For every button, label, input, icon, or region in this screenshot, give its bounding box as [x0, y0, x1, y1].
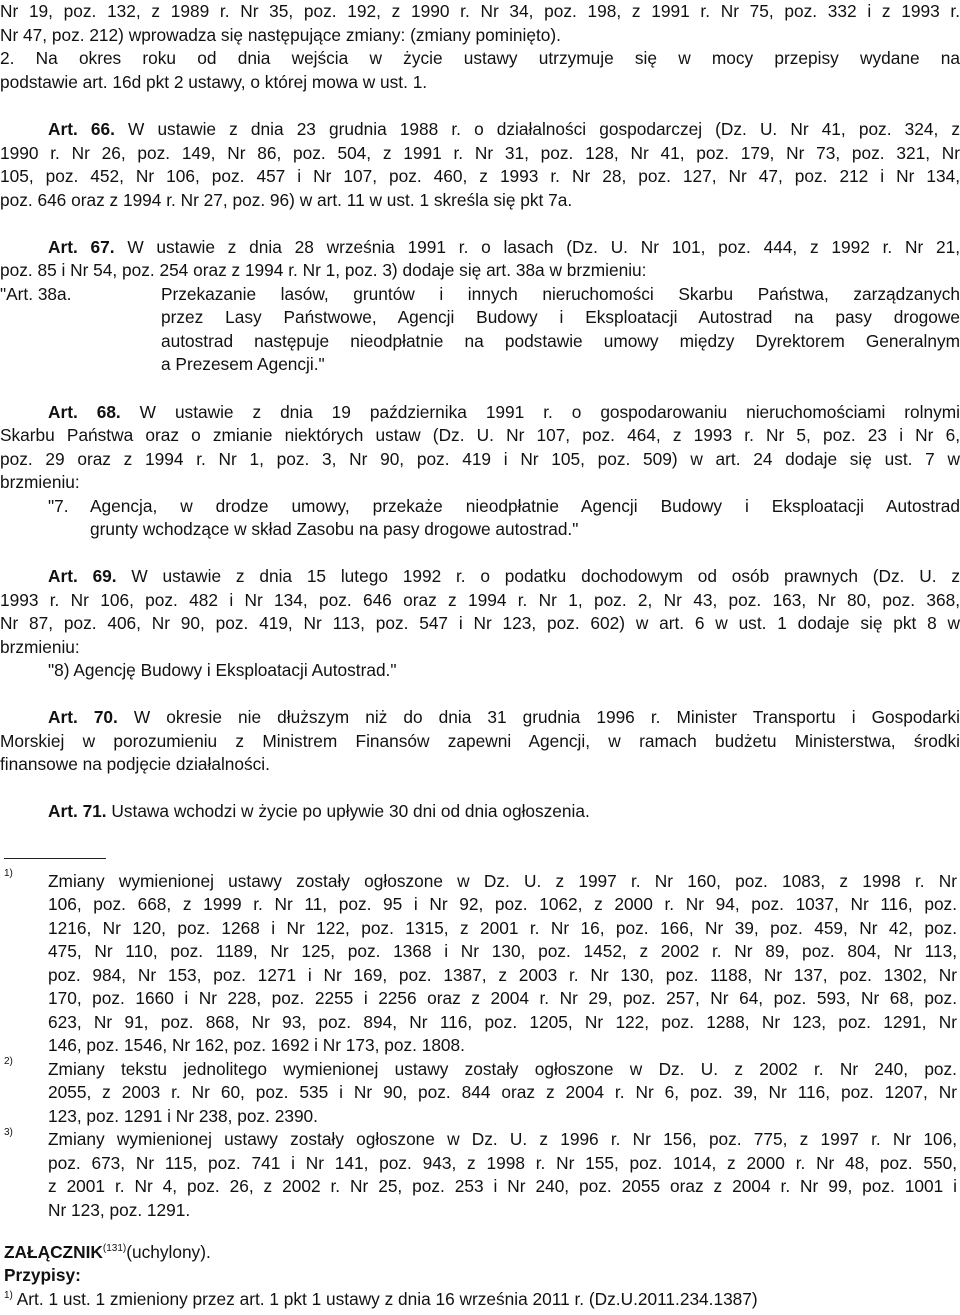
article-label: Art. 70.	[48, 707, 118, 727]
quote-line: grunty wchodzące w skład Zasobu na pasy drogowe autostrad."	[90, 519, 579, 539]
attachment-label: ZAŁĄCZNIK	[4, 1242, 103, 1262]
text-line: 105, poz. 452, Nr 106, poz. 457 i Nr 107, poz. 460, z 1993 r. Nr 28, poz. 127, Nr 47, poz. 212 i Nr 134,	[0, 166, 960, 186]
quote-line: przez Lasy Państwowe, Agencji Budowy i Eksploatacji Autostrad na pasy drogowe	[161, 307, 960, 327]
text-line: podstawie art. 16d pkt 2 ustawy, o której mowa w ust. 1.	[0, 72, 428, 92]
article-label: Art. 69.	[48, 566, 117, 586]
footnote-line: z 2001 r. Nr 4, poz. 26, z 2002 r. Nr 25, poz. 253 i Nr 240, poz. 2055 oraz z 2004 r. Nr 99, poz. 1001 i	[48, 1176, 957, 1196]
quote-label: "7.	[48, 496, 69, 516]
text-line: 1993 r. Nr 106, poz. 482 i Nr 134, poz. 646 oraz z 1994 r. Nr 1, poz. 2, Nr 43, poz. 163, Nr 80, poz. 368,	[0, 590, 960, 610]
text-line: Ustawa wchodzi w życie po upływie 30 dni od dnia ogłoszenia.	[106, 801, 590, 821]
text-line: Morskiej w porozumieniu z Ministrem Finansów zapewni Agencji, w ramach budżetu Ministerstwa, środki	[0, 731, 960, 751]
footnote-line: 106, poz. 668, z 1999 r. Nr 11, poz. 95 i Nr 92, poz. 1062, z 2000 r. Nr 94, poz. 1037, Nr 116, poz.	[48, 894, 957, 914]
article-label: Art. 66.	[48, 119, 115, 139]
footnote-number: 2)	[4, 1056, 13, 1067]
text-line: W ustawie z dnia 19 października 1991 r. o gospodarowaniu nieruchomościami rolnymi	[120, 402, 960, 422]
text-line: brzmieniu:	[0, 637, 80, 657]
quote-label: "Art. 38a.	[0, 284, 72, 304]
text-line: W ustawie z dnia 28 września 1991 r. o lasach (Dz. U. Nr 101, poz. 444, z 1992 r. Nr 21,	[114, 237, 960, 257]
note-number: 1)	[4, 1290, 13, 1301]
text-line: poz. 85 i Nr 54, poz. 254 oraz z 1994 r. Nr 1, poz. 3) dodaje się art. 38a w brzmieniu:	[0, 260, 647, 280]
footnote-line: 1216, Nr 120, poz. 1268 i Nr 122, poz. 1315, z 2001 r. Nr 16, poz. 166, Nr 39, poz. 459, Nr 42, poz.	[48, 918, 957, 938]
text-line: Nr 19, poz. 132, z 1989 r. Nr 35, poz. 192, z 1990 r. Nr 34, poz. 198, z 1991 r. Nr 75, poz. 332 i z 1993 r.	[0, 1, 960, 21]
text-line: poz. 29 oraz z 1994 r. Nr 1, poz. 3, Nr 90, poz. 419 i Nr 105, poz. 509) w art. 24 dodaje się ust. 7 w	[0, 449, 960, 469]
article-68	[0, 401, 960, 425]
article-label: Art. 71.	[48, 801, 107, 821]
text-line: Skarbu Państwa oraz o zmianie niektórych ustaw (Dz. U. Nr 107, poz. 464, z 1993 r. Nr 5, poz. 23 i Nr 6,	[0, 425, 960, 445]
notes-heading: Przypisy:	[4, 1265, 81, 1285]
quote-line: Agencja, w drodze umowy, przekaże nieodpłatnie Agencji Budowy i Eksploatacji Autostrad	[90, 496, 960, 516]
footnote-line: 623, Nr 91, poz. 868, Nr 93, poz. 894, Nr 116, poz. 1205, Nr 122, poz. 1288, Nr 123, poz. 1291, Nr	[48, 1012, 957, 1032]
note-text: Art. 1 ust. 1 zmieniony przez art. 1 pkt 1 ustawy z dnia 16 września 2011 r. (Dz.U.2011.234.1387)	[12, 1289, 758, 1309]
quote-line: Przekazanie lasów, gruntów i innych nieruchomości Skarbu Państwa, zarządzanych	[161, 284, 960, 304]
footnote-line: 146, poz. 1546, Nr 162, poz. 1692 i Nr 173, poz. 1808.	[48, 1035, 465, 1055]
note-item	[4, 1288, 758, 1315]
article-67	[0, 236, 960, 260]
footnote-number: 3)	[4, 1127, 13, 1138]
article-label: Art. 67.	[48, 237, 115, 257]
text-line: brzmieniu:	[0, 472, 80, 492]
article-66	[0, 118, 960, 142]
footnote-separator	[4, 858, 106, 859]
quote-line: a Prezesem Agencji."	[161, 354, 325, 374]
text-line: W ustawie z dnia 23 grudnia 1988 r. o działalności gospodarczej (Dz. U. Nr 41, poz. 324, z	[114, 119, 960, 139]
footnote-line: Nr 123, poz. 1291.	[48, 1200, 191, 1220]
text-line: W okresie nie dłuższym niż do dnia 31 grudnia 1996 r. Minister Transportu i Gospodarki	[117, 707, 960, 727]
quote-line: "8) Agencję Budowy i Eksploatacji Autostrad."	[48, 660, 397, 680]
footnote-line: Zmiany wymienionej ustawy zostały ogłoszone w Dz. U. z 1996 r. Nr 156, poz. 775, z 1997 r. Nr 106,	[48, 1129, 957, 1149]
footnote-line: 475, Nr 110, poz. 1189, Nr 125, poz. 1368 i Nr 130, poz. 1452, z 2002 r. Nr 89, poz. 804, Nr 113,	[48, 941, 957, 961]
article-label: Art. 68.	[48, 402, 121, 422]
footnote-line: poz. 984, Nr 153, poz. 1271 i Nr 169, poz. 1387, z 2003 r. Nr 130, poz. 1188, Nr 137, poz. 1302, Nr	[48, 965, 957, 985]
text-line: Nr 47, poz. 212) wprowadza się następujące zmiany: (zmiany pominięto).	[0, 25, 561, 45]
text-line: 1990 r. Nr 26, poz. 149, Nr 86, poz. 504, z 1991 r. Nr 31, poz. 128, Nr 41, poz. 179, Nr 73, poz. 321, Nr	[0, 143, 960, 163]
text-line: W ustawie z dnia 15 lutego 1992 r. o podatku dochodowym od osób prawnych (Dz. U. z	[116, 566, 960, 586]
attachment-reference: (131)	[102, 1243, 127, 1254]
footnote-number: 1)	[4, 868, 13, 879]
text-line: Nr 87, poz. 406, Nr 90, poz. 419, Nr 113, poz. 547 i Nr 123, poz. 602) w art. 6 w ust. 1 dodaje się pkt 8 w	[0, 613, 960, 633]
attachment-text: (uchylony).	[126, 1242, 211, 1262]
article-70	[0, 706, 960, 730]
footnote-line: poz. 673, Nr 115, poz. 741 i Nr 141, poz. 943, z 1998 r. Nr 155, poz. 1014, z 2000 r. Nr 48, poz. 550,	[48, 1153, 957, 1173]
footnote-line: Zmiany tekstu jednolitego wymienionej ustawy zostały ogłoszone w Dz. U. z 2002 r. Nr 240, poz.	[48, 1059, 957, 1079]
footnote-line: Zmiany wymienionej ustawy zostały ogłoszone w Dz. U. z 1997 r. Nr 160, poz. 1083, z 1998 r. Nr	[48, 871, 957, 891]
article-71	[48, 800, 590, 824]
quote-line: autostrad następuje nieodpłatnie na podstawie umowy między Dyrektorem Generalnym	[161, 331, 960, 351]
footnote-line: 170, poz. 1660 i Nr 228, poz. 2255 i 2256 oraz z 2004 r. Nr 29, poz. 257, Nr 64, poz. 593, Nr 68, poz.	[48, 988, 957, 1008]
text-line: finansowe na podjęcie działalności.	[0, 754, 270, 774]
article-69	[0, 565, 960, 589]
text-line: poz. 646 oraz z 1994 r. Nr 27, poz. 96) w art. 11 w ust. 1 skreśla się pkt 7a.	[0, 190, 573, 210]
text-line: 2. Na okres roku od dnia wejścia w życie ustawy utrzymuje się w mocy przepisy wydane na	[0, 48, 960, 68]
footnote-line: 2055, z 2003 r. Nr 60, poz. 535 i Nr 90, poz. 844 oraz z 2004 r. Nr 6, poz. 39, Nr 116, poz. 1207, Nr	[48, 1082, 957, 1102]
footnote-line: 123, poz. 1291 i Nr 238, poz. 2390.	[48, 1106, 318, 1126]
